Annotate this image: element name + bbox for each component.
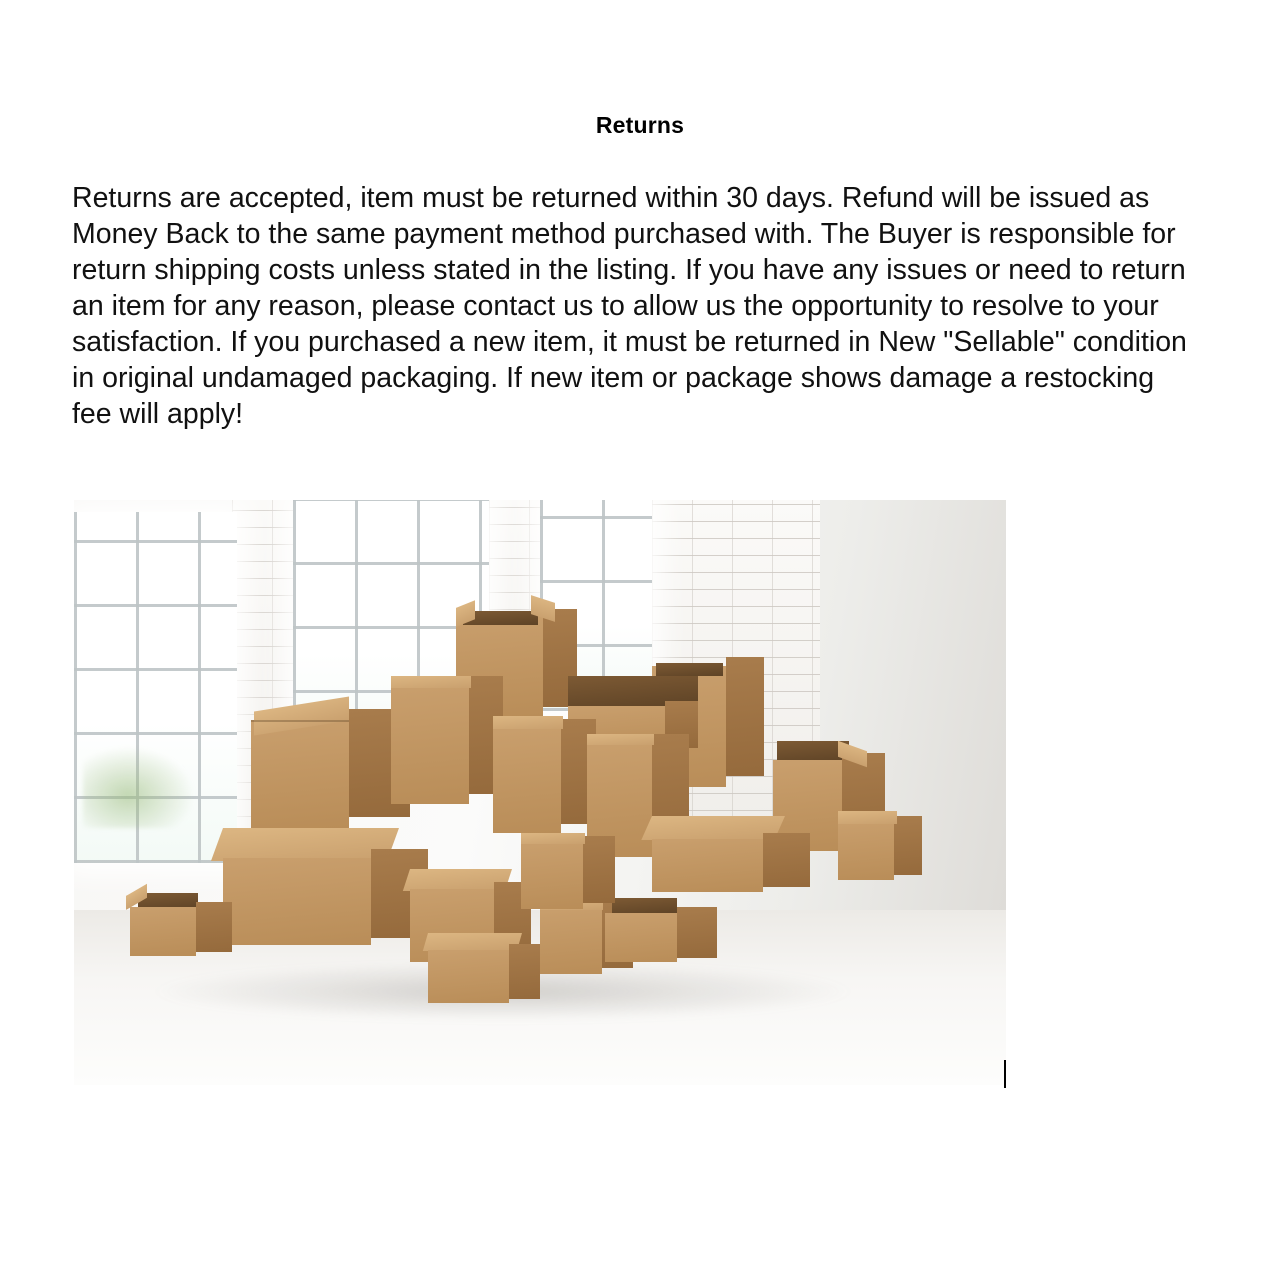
box-center-medium <box>493 716 596 833</box>
boxes-photo <box>74 500 1006 1085</box>
box-floor-left-open <box>130 886 233 956</box>
box-flat-right <box>652 816 810 892</box>
page-title: Returns <box>595 112 685 138</box>
box-mid-small <box>521 833 614 909</box>
foliage-glow <box>83 746 195 828</box>
box-front-low <box>428 933 540 1003</box>
box-base-left <box>223 828 428 945</box>
text-cursor <box>1004 1060 1006 1088</box>
box-right-small <box>838 810 922 880</box>
box-front-open-flaps <box>605 892 717 962</box>
photo-scene <box>74 500 1006 1085</box>
box-left-tall <box>391 676 503 805</box>
returns-policy-text: Returns are accepted, item must be returned within 30 days. Refund will be issued as Money Back to the same payment method purchased with. The Buyer is responsible for return shipping costs unless stated in the listing. If you have any issues or need to return an item for any reason, please contact us to allow us the opportunity to resolve to your satisfaction. If you purchased a new item, it must be returned in New "Sellable" condition in original undamaged packaging. If new item or package shows damage a restocking fee will apply! <box>72 182 1187 430</box>
box-left-open <box>251 693 409 828</box>
